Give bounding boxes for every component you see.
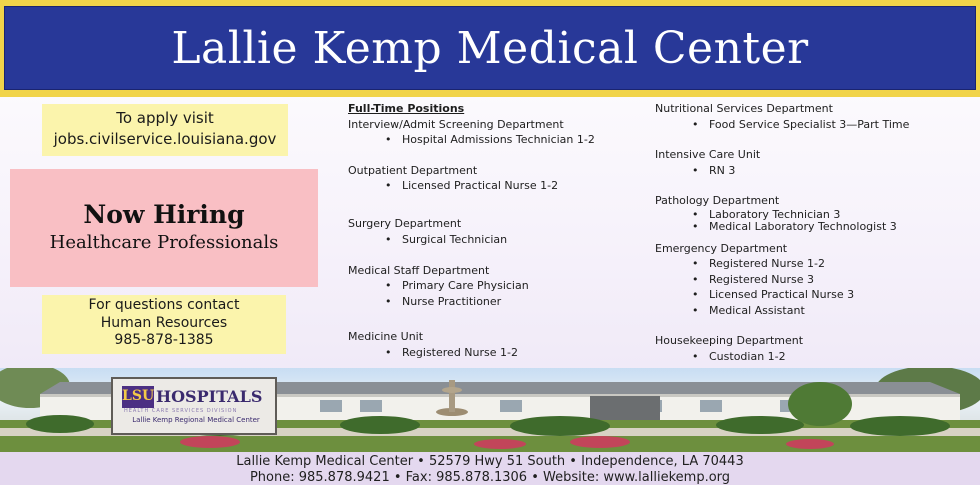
dept-heading: Intensive Care Unit bbox=[655, 148, 761, 161]
contact-line-2: Human Resources bbox=[100, 314, 228, 331]
dept-heading: Housekeeping Department bbox=[655, 334, 804, 347]
job-item: • Nurse Practitioner bbox=[402, 294, 648, 310]
job-item: • Registered Nurse 1-2 bbox=[402, 345, 648, 361]
job-item: • Custodian 1-2 bbox=[709, 349, 975, 365]
job-item: • Licensed Practical Nurse 3 bbox=[709, 287, 975, 303]
job-list bbox=[655, 256, 975, 318]
contact-line-1: For questions contact bbox=[88, 297, 240, 313]
dept-heading: Surgery Department bbox=[348, 216, 462, 230]
dept-heading: Pathology Department bbox=[655, 194, 780, 207]
job-item: • Registered Nurse 3 bbox=[709, 272, 975, 288]
job-list bbox=[655, 209, 975, 233]
job-list bbox=[655, 349, 975, 365]
positions-right-column bbox=[655, 101, 975, 364]
title-banner bbox=[0, 0, 980, 97]
job-item: • Primary Care Physician bbox=[402, 278, 648, 294]
hospital-photo bbox=[0, 368, 980, 452]
dept-heading: Outpatient Department bbox=[348, 163, 478, 177]
footer bbox=[0, 452, 980, 485]
job-list bbox=[655, 117, 975, 133]
job-item: • Licensed Practical Nurse 1-2 bbox=[402, 178, 648, 194]
sign-brand-hospitals: HOSPITALS bbox=[156, 387, 263, 406]
job-item: • Surgical Technician bbox=[402, 232, 648, 248]
now-hiring-subtitle: Healthcare Professionals bbox=[49, 232, 279, 253]
footer-contact: Phone: 985.878.9421 • Fax: 985.878.1306 • Website: www.lalliekemp.org bbox=[249, 469, 731, 485]
job-item: • Registered Nurse 1-2 bbox=[709, 256, 975, 272]
title-banner-inner bbox=[4, 6, 976, 90]
positions-left-column bbox=[348, 101, 648, 360]
apply-line-1: To apply visit bbox=[116, 109, 214, 127]
job-item: • Laboratory Technician 3 bbox=[709, 209, 975, 221]
dept-heading: Medical Staff Department bbox=[348, 263, 490, 277]
dept-heading: Interview/Admit Screening Department bbox=[348, 117, 564, 131]
job-item: • Medical Assistant bbox=[709, 303, 975, 319]
apply-note bbox=[42, 104, 288, 156]
contact-phone[interactable]: 985-878-1385 bbox=[114, 332, 214, 348]
job-list bbox=[348, 278, 648, 309]
job-list bbox=[348, 345, 648, 361]
contact-note bbox=[42, 295, 286, 354]
job-item: • Hospital Admissions Technician 1-2 bbox=[402, 132, 648, 148]
sign-tagline: HEALTH CARE SERVICES DIVISION bbox=[124, 408, 238, 414]
now-hiring-title: Now Hiring bbox=[83, 200, 245, 229]
job-list bbox=[348, 232, 648, 248]
dept-heading: Emergency Department bbox=[655, 241, 788, 255]
job-list bbox=[655, 163, 975, 179]
job-item: • Food Service Specialist 3—Part Time bbox=[709, 117, 975, 133]
page-title: Lallie Kemp Medical Center bbox=[171, 22, 809, 74]
job-list bbox=[348, 132, 648, 148]
positions-heading: Full-Time Positions bbox=[348, 102, 465, 115]
footer-address: Lallie Kemp Medical Center • 52579 Hwy 51 South • Independence, LA 70443 bbox=[236, 454, 744, 469]
job-item: • RN 3 bbox=[709, 163, 975, 179]
job-item: • Medical Laboratory Technologist 3 bbox=[709, 221, 975, 233]
job-list bbox=[348, 178, 648, 194]
sign-brand-lsu: LSU bbox=[122, 388, 155, 404]
now-hiring-box bbox=[10, 169, 318, 287]
dept-heading: Nutritional Services Department bbox=[655, 102, 833, 115]
dept-heading: Medicine Unit bbox=[348, 330, 424, 343]
sign-name: Lallie Kemp Regional Medical Center bbox=[132, 416, 260, 424]
apply-link[interactable]: jobs.civilservice.louisiana.gov bbox=[53, 130, 277, 148]
